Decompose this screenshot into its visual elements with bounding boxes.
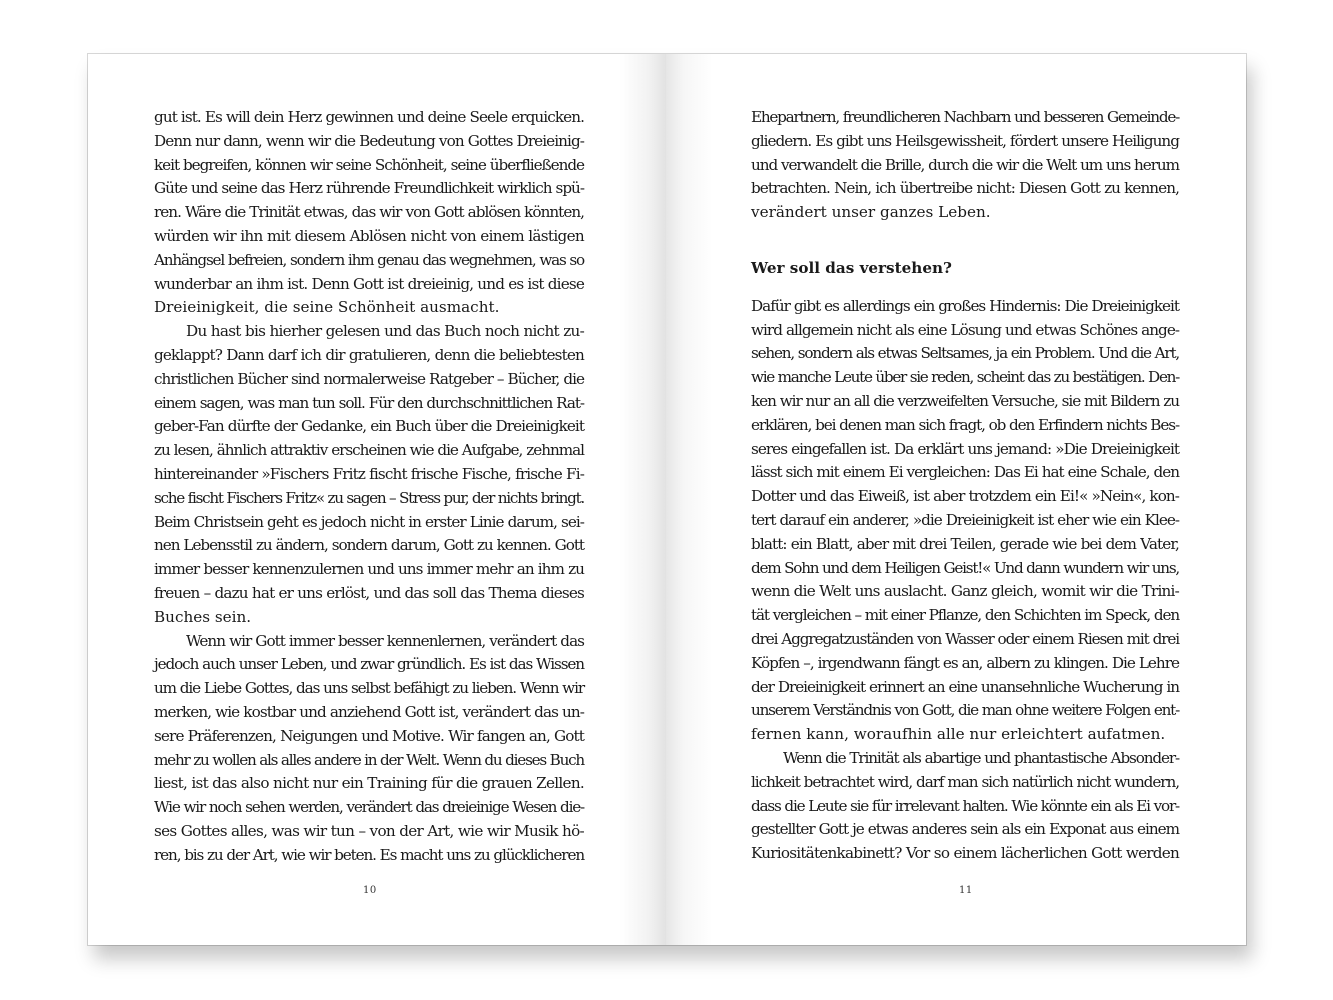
text-line: sehen, sondern als etwas Seltsames, ja ein Problem. Und die Art, xyxy=(751,344,1179,363)
text-line: tät vergleichen – mit einer Pflanze, den Schichten im Speck, den xyxy=(751,606,1179,625)
text-line: Dotter und das Eiweiß, ist aber trotzdem ein Ei!« »Nein«, kon- xyxy=(751,487,1179,506)
page-number-left: 10 xyxy=(363,885,377,896)
text-line: jedoch auch unser Leben, und zwar gründlich. Es ist das Wissen xyxy=(154,655,584,674)
text-line: blatt: ein Blatt, aber mit drei Teilen, gerade wie bei dem Vater, xyxy=(751,534,1179,553)
text-line: ses Gottes alles, was wir tun – von der Art, wie wir Musik hö- xyxy=(154,821,584,840)
text-line: Ehepartnern, freundlicheren Nachbarn und besseren Gemeinde- xyxy=(751,108,1179,126)
text-line: gliedern. Es gibt uns Heilsgewissheit, fördert unsere Heiligung xyxy=(751,131,1179,150)
text-line: freuen – dazu hat er uns erlöst, und das soll das Thema dieses xyxy=(154,583,584,602)
right-page-text xyxy=(751,106,1179,866)
text-line: sere Präferenzen, Neigungen und Motive. Wir fangen an, Gott xyxy=(154,726,584,745)
text-line: zu lesen, ähnlich attraktiv erscheinen wie die Aufgabe, zehnmal xyxy=(154,441,584,460)
text-line: seres eingefallen ist. Da erklärt uns jemand: »Die Dreieinigkeit xyxy=(751,439,1179,458)
text-line: sche fischt Fischers Fritz« zu sagen – Stress pur, der nichts bringt. xyxy=(154,488,584,507)
text-line: geber-Fan dürfte der Gedanke, ein Buch über die Dreieinigkeit xyxy=(154,417,584,436)
text-line: einem sagen, was man tun soll. Für den durchschnittlichen Rat- xyxy=(154,393,584,412)
text-line: tert darauf ein anderer, »die Dreieinigkeit ist eher wie ein Klee- xyxy=(751,510,1179,529)
text-line: Wenn die Trinität als abartige und phantastische Absonder- xyxy=(783,748,1179,767)
section-body xyxy=(751,295,1179,866)
text-line: Dafür gibt es allerdings ein großes Hindernis: Die Dreieinigkeit xyxy=(751,296,1179,315)
text-line: Du hast bis hierher gelesen und das Buch noch nicht zu- xyxy=(186,322,584,341)
text-line: wenn die Welt uns auslacht. Ganz gleich, womit wir die Trini- xyxy=(751,582,1179,601)
text-line: christlichen Bücher sind normalerweise Ratgeber – Bücher, die xyxy=(154,369,584,388)
text-line: liest, ist das also nicht nur ein Training für die grauen Zellen. xyxy=(154,774,584,793)
section-heading: Wer soll das verstehen? xyxy=(751,258,952,277)
text-line: Wenn wir Gott immer besser kennenlernen, verändert das xyxy=(186,631,584,650)
text-line: Kuriositätenkabinett? Vor so einem lächerlichen Gott werden xyxy=(751,844,1179,863)
text-line: ken wir nur an all die verzweifelten Versuche, sie mit Bildern zu xyxy=(751,391,1179,410)
text-line: Köpfen –, irgendwann fängt es an, albern zu klingen. Die Lehre xyxy=(751,653,1179,672)
text-line: Buches sein. xyxy=(154,607,252,626)
text-line: unserem Verständnis von Gott, die man ohne weitere Folgen ent- xyxy=(751,701,1179,720)
text-line: drei Aggregatzuständen von Wasser oder einem Riesen mit drei xyxy=(751,629,1179,648)
text-line: lässt sich mit einem Ei vergleichen: Das Ei hat eine Schale, den xyxy=(751,463,1179,482)
text-line: und verwandelt die Brille, durch die wir die Welt um uns herum xyxy=(751,155,1179,174)
text-line: hintereinander »Fischers Fritz fischt frische Fische, frische Fi- xyxy=(154,464,584,483)
text-line: keit begreifen, können wir seine Schönheit, seine überfließende xyxy=(154,155,584,174)
text-line: verändert unser ganzes Leben. xyxy=(751,203,991,222)
right-page xyxy=(666,54,1246,945)
text-line: fernen kann, woraufhin alle nur erleichtert aufatmen. xyxy=(751,725,1166,744)
text-line: wunderbar an ihm ist. Denn Gott ist dreieinig, und es ist diese xyxy=(154,274,584,293)
text-line: Denn nur dann, wenn wir die Bedeutung von Gottes Dreieinig- xyxy=(154,131,584,150)
intro-paragraph xyxy=(751,106,1179,225)
text-line: geklappt? Dann darf ich dir gratulieren, denn die beliebtesten xyxy=(154,345,584,364)
text-line: Wie wir noch sehen werden, verändert das dreieinige Wesen die- xyxy=(154,798,584,817)
book-spread xyxy=(88,54,1246,945)
text-line: lichkeit betrachtet wird, darf man sich natürlich nicht wundern, xyxy=(751,772,1179,791)
text-line: wird allgemein nicht als eine Lösung und etwas Schönes ange- xyxy=(751,320,1179,339)
text-line: merken, wie kostbar und anziehend Gott ist, verändert das un- xyxy=(154,702,584,721)
page-number-right: 11 xyxy=(959,885,973,896)
text-line: Beim Christsein geht es jedoch nicht in erster Linie darum, sei- xyxy=(154,512,584,531)
text-line: Anhängsel befreien, sondern ihm genau das wegnehmen, was so xyxy=(154,250,584,269)
text-line: um die Liebe Gottes, das uns selbst befähigt zu lieben. Wenn wir xyxy=(154,679,584,698)
text-line: ren, bis zu der Art, wie wir beten. Es macht uns zu glücklicheren xyxy=(154,845,584,864)
left-page xyxy=(88,54,666,945)
left-page-text xyxy=(154,106,584,868)
text-line: Dreieinigkeit, die seine Schönheit ausmacht. xyxy=(154,298,500,317)
text-line: würden wir ihn mit diesem Ablösen nicht von einem lästigen xyxy=(154,226,584,245)
text-line: dem Sohn und dem Heiligen Geist!« Und dann wundern wir uns, xyxy=(751,558,1179,577)
text-line: dass die Leute sie für irrelevant halten. Wie könnte ein als Ei vor- xyxy=(751,796,1179,815)
text-line: immer besser kennenzulernen und uns immer mehr an ihm zu xyxy=(154,560,584,579)
text-line: der Dreieinigkeit erinnert an eine unansehnliche Wucherung in xyxy=(751,677,1179,696)
text-line: ren. Wäre die Trinität etwas, das wir von Gott ablösen könnten, xyxy=(154,203,584,222)
text-line: erklären, bei denen man sich fragt, ob den Erfindern nichts Bes- xyxy=(751,415,1179,434)
text-line: betrachten. Nein, ich übertreibe nicht: Diesen Gott zu kennen, xyxy=(751,179,1179,198)
text-line: Güte und seine das Herz rührende Freundlichkeit wirklich spü- xyxy=(154,179,584,198)
text-line: wie manche Leute über sie reden, scheint das zu bestätigen. Den- xyxy=(751,368,1179,387)
text-line: nen Lebensstil zu ändern, sondern darum, Gott zu kennen. Gott xyxy=(154,536,584,555)
text-line: gestellter Gott je etwas anderes sein als ein Exponat aus einem xyxy=(751,820,1179,839)
text-line: gut ist. Es will dein Herz gewinnen und deine Seele erquicken. xyxy=(154,108,584,126)
text-line: mehr zu wollen als alles andere in der Welt. Wenn du dieses Buch xyxy=(154,750,584,769)
